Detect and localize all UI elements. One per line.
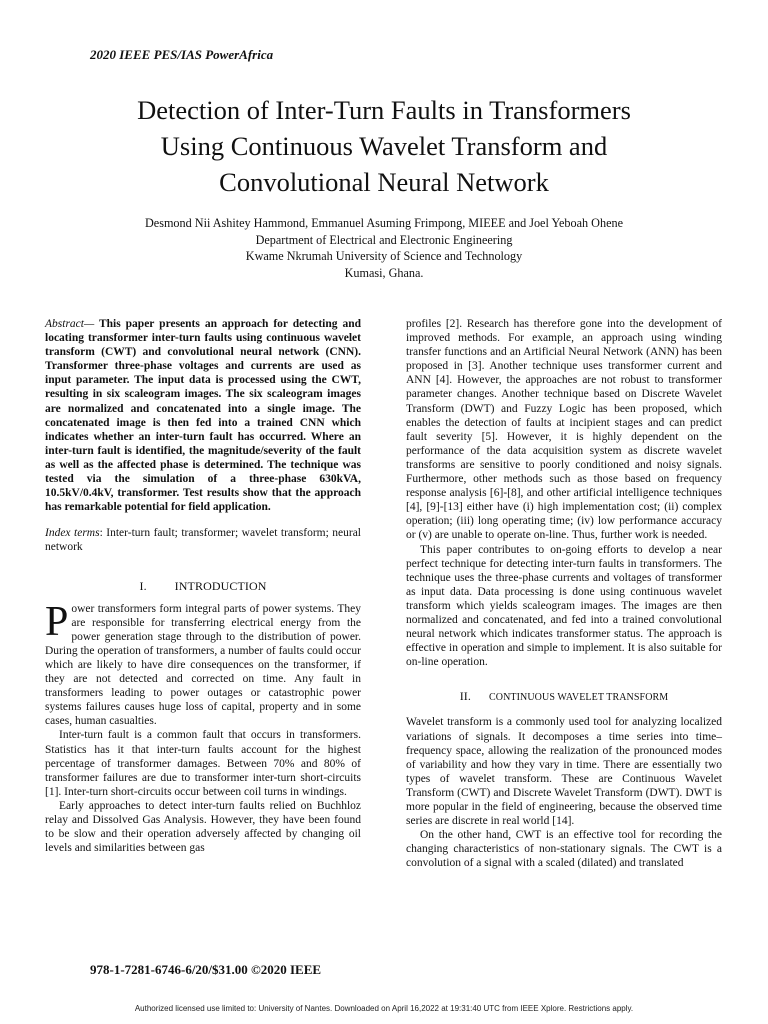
section-title: CONTINUOUS WAVELET TRANSFORM: [488, 692, 669, 704]
abstract-lead: Abstract—: [45, 318, 95, 330]
intro-paragraph-2: Inter-turn fault is a common fault that occurs in transformers. Statistics has it that inter-turn faults account for the highest percentage of transformer damages. Between 70% and 80% of transformer failures are due to transformer inter-turn short-circuits [1]. Inter-turn short-circuits occur between coil turns in windings.: [45, 729, 361, 798]
index-terms: [45, 526, 361, 554]
index-terms-body: : Inter-turn fault; transformer; wavelet transform; neural network: [45, 527, 361, 554]
license-notice: Authorized licensed use limited to: University of Nantes. Downloaded on April 16,2022 at 19:31:40 UTC from IEEE Xplore. Restrictions apply.: [134, 1004, 634, 1013]
paragraph-text: ower transformers form integral parts of power systems. They are responsible for transferring electrical energy from the power generation stage through to the distribution of power. During the operation of transformers, a number of faults could occur which are likely to have dire consequences on the transformer, if they are not detected and corrected on time. Any fault in transformers leading to power outages or catastrophic power systems failures causes huge loss of capital, property and in some cases, human casualties.: [45, 602, 361, 728]
title-line: Detection of Inter-Turn Faults in Transformers: [137, 95, 631, 125]
author-block: [60, 215, 708, 281]
footer-isbn: 978-1-7281-6746-6/20/$31.00 ©2020 IEEE: [90, 962, 322, 977]
author-department: Department of Electrical and Electronic Engineering: [255, 232, 513, 247]
drop-cap: P: [45, 598, 69, 645]
left-column: [45, 317, 361, 855]
abstract: [45, 317, 361, 514]
title-line: Convolutional Neural Network: [219, 167, 549, 197]
author-names: Desmond Nii Ashitey Hammond, Emmanuel Asuming Frimpong, MIEEE and Joel Yeboah Ohene: [145, 216, 623, 230]
title-line: Using Continuous Wavelet Transform and: [160, 131, 608, 161]
section-number: II.: [459, 689, 471, 704]
author-location: Kumasi, Ghana.: [344, 265, 424, 280]
author-university: Kwame Nkrumah University of Science and Technology: [245, 249, 523, 263]
section-heading-introduction: [45, 579, 361, 593]
intro-paragraph-1: [45, 598, 361, 729]
right-column: [406, 317, 722, 870]
cwt-paragraph-2: On the other hand, CWT is an effective tool for recording the changing characteristics of non-stationary signals. The CWT is a convolution of a signal with a scaled (dilated) and translated: [406, 829, 722, 870]
section-title: INTRODUCTION: [174, 578, 267, 593]
conference-header: 2020 IEEE PES/IAS PowerAfrica: [90, 47, 274, 62]
index-terms-lead: Index terms: [45, 527, 100, 540]
abstract-body: This paper presents an approach for detecting and locating transformer inter-turn faults using continuous wavelet transform (CWT) and convolutional neural network (CNN). Transformer three-phase voltages and currents are used as input parameter. The input data is processed using the CWT, resulting in six scaleogram images. The six scaleogram images are normalized and concatenated into a single image. The concatenated image is then fed into a trained CNN which indicates whether an inter-turn fault has occurred. Where an inter-turn fault is identified, the magnitude/severity of the fault as well as the affected phase is determined. The technique was tested via the simulation of a three-phase 630kVA, 10.5kV/0.4kV, transformer. Test results show that the approach has remarkable potential for field application.: [45, 318, 361, 514]
cwt-paragraph-1: Wavelet transform is a commonly used tool for analyzing localized variations of signals. It decomposes a time series into time–frequency space, allowing the realization of the pronounced modes of variability and how they vary in time. There are essentially two types of wavelet transform. These are Continuous Wavelet Transform (CWT) and Discrete Wavelet Transform (DWT). DWT is more popular in the field of engineering, because the observed time series are discrete in real world [14].: [406, 716, 722, 828]
intro-paragraph-3: Early approaches to detect inter-turn faults relied on Buchhloz relay and Dissolved Gas Analysis. However, they have been found to be slow and their operation adversely affected by changing oil levels and similarities between gas: [45, 799, 361, 855]
paper-title: [60, 92, 708, 200]
section-heading-cwt: [406, 689, 722, 705]
section-number: I.: [139, 578, 147, 593]
right-paragraph-2: This paper contributes to on-going efforts to develop a near perfect technique for detecting inter-turn faults in transformers. The technique uses the three-phase currents and voltages of transformer as input data. Data processing is done using continuous wavelet transform which yields scaleogram images. The images are then normalized and concatenated, and fed into a trained convolutional neural network which indicates transformer status. The approach is effective in operation and simple to implement. It is also suitable for on-line operation.: [406, 543, 722, 669]
right-paragraph-1: profiles [2]. Research has therefore gone into the development of improved methods. For example, an approach using winding transfer functions and an Artificial Neural Network (ANN) has been proposed in [3]. Another technique uses transformer current and ANN [4]. However, the approaches are not robust to transformer parameter changes. Another technique based on Discrete Wavelet Transform (DWT) and Fuzzy Logic has been proposed, which enables the detection of faults at incipient stages and can predict fault severity [5]. However, it is highly dependent on the performance of the data acquisition system as discrete wavelet transforms are sensitive to poorly conditioned and noisy signals. Furthermore, other methods such as those based on frequency response analysis [6]-[8], and other artificial intelligence techniques [4], [9]-[13] either have (i) high implementation cost; (ii) complex operation; (iii) long operating time; (iv) low performance accuracy or (v) are unable to operate on-line. Thus, further work is needed.: [406, 318, 722, 542]
